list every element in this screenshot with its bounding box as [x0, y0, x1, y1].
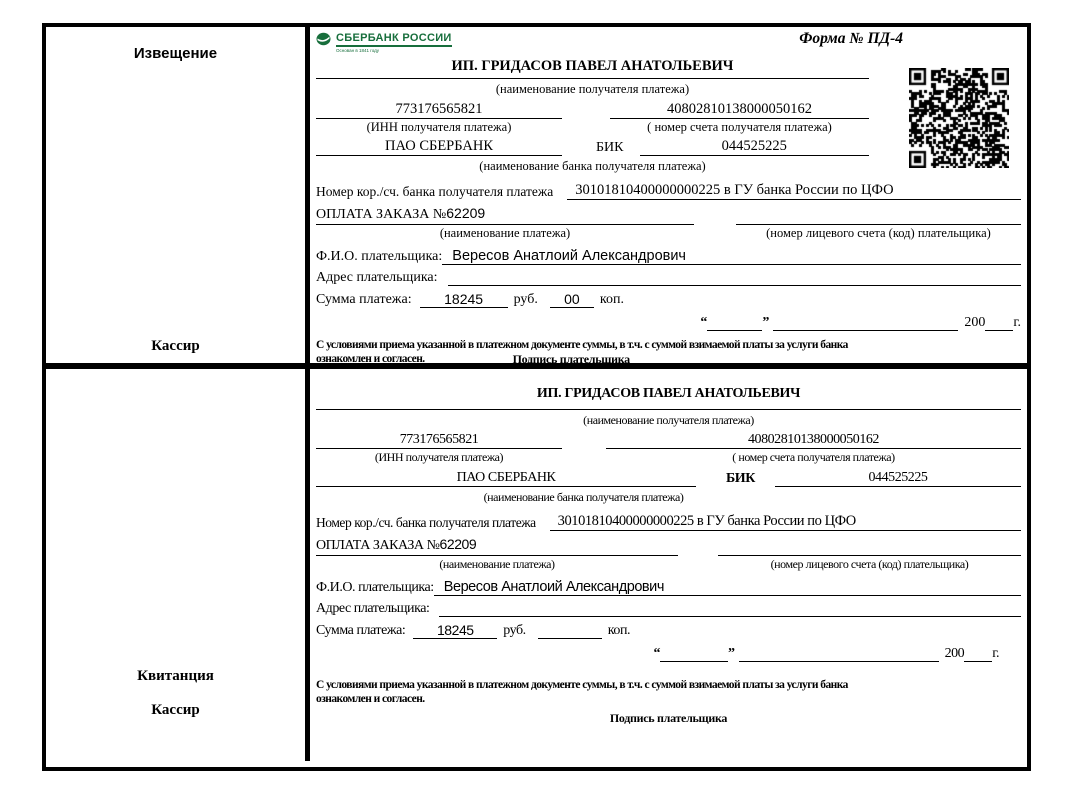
bank-caption: (наименование банка получателя платежа) — [479, 159, 706, 173]
signature-label: Подпись плательщика — [512, 352, 630, 366]
corr-account-label: Номер кор./сч. банка получателя платежа — [316, 515, 536, 530]
payee-caption: (наименование получателя платежа) — [583, 413, 754, 427]
payee-name: ИП. ГРИДАСОВ ПАВЕЛ АНАТОЛЬЕВИЧ — [316, 372, 1021, 410]
year-label: 200 — [964, 315, 986, 330]
account-caption: ( номер счета получателя платежа) — [647, 120, 832, 134]
inn-caption: (ИНН получателя платежа) — [366, 120, 512, 134]
payer-name-value: Вересов Анатлоий Александрович — [442, 248, 1021, 265]
bik-value: 044525225 — [640, 138, 870, 156]
agreement-line1: С условиями приема указанной в платежном документе суммы, в т.ч. с суммой взимаемой платы за услуги банка — [316, 679, 848, 691]
agreement-line2: ознакомлен и согласен. — [316, 353, 425, 365]
inn-value: 773176565821 — [316, 101, 562, 119]
quote-open: “ — [700, 315, 708, 330]
notice-body — [310, 27, 1027, 366]
sberbank-logo-tagline: Основан в 1841 году — [336, 48, 380, 53]
bank-name-value: ПАО СБЕРБАНК — [316, 138, 562, 156]
year-suffix: г. — [1013, 315, 1021, 330]
bank-caption: (наименование банка получателя платежа) — [483, 490, 684, 504]
quote-close: ” — [762, 315, 770, 330]
amount-rub-value: 18245 — [420, 291, 508, 308]
sberbank-logo — [316, 30, 452, 53]
date-month-field — [773, 330, 958, 331]
payer-name-label: Ф.И.О. плательщика: — [316, 580, 434, 595]
order-number: 62209 — [446, 205, 486, 221]
notice-left-column — [46, 27, 310, 363]
date-day-field — [660, 661, 728, 662]
payer-address-label: Адрес плательщика: — [316, 601, 430, 616]
inn-caption: (ИНН получателя платежа) — [374, 450, 504, 464]
quote-open: “ — [653, 646, 661, 661]
sberbank-logo-icon — [316, 32, 331, 47]
payment-name-field — [316, 205, 694, 225]
pd4-payment-form — [42, 23, 1031, 771]
kop-label: коп. — [607, 623, 631, 638]
account-value: 40802810138000050162 — [606, 432, 1021, 449]
personal-account-field — [718, 555, 1021, 556]
payer-name-label: Ф.И.О. плательщика: — [316, 249, 443, 264]
payment-caption: (наименование платежа) — [439, 557, 555, 571]
payer-name-value: Вересов Анатлоий Александрович — [434, 579, 1021, 596]
amount-rub-value: 18245 — [413, 622, 497, 639]
date-month-field — [739, 661, 939, 662]
personal-account-field — [736, 224, 1021, 225]
agreement-text — [316, 338, 976, 366]
agreement-text — [316, 678, 976, 706]
corr-account-value: 30101810400000000225 в ГУ банка России по ЦФО — [567, 182, 1021, 200]
amount-kop-value — [538, 638, 602, 639]
amount-kop-value: 00 — [550, 291, 594, 308]
year-label: 200 — [944, 646, 965, 661]
personal-account-caption: (номер лицевого счета (код) плательщика) — [770, 557, 969, 571]
kop-label: коп. — [599, 292, 624, 307]
order-number: 62209 — [439, 536, 477, 552]
year-field — [964, 661, 992, 662]
corr-account-label: Номер кор./сч. банка получателя платежа — [316, 184, 554, 199]
payer-address-label: Адрес плательщика: — [316, 270, 438, 285]
amount-label: Сумма платежа: — [316, 623, 406, 638]
sberbank-logo-text: СБЕРБАНК РОССИИ — [336, 32, 452, 47]
cashier-label: Кассир — [151, 702, 200, 718]
signature-label: Подпись плательщика — [609, 711, 728, 725]
year-suffix: г. — [992, 646, 999, 661]
rub-label: руб. — [503, 623, 526, 638]
agreement-line2: ознакомлен и согласен. — [316, 693, 425, 705]
inn-value: 773176565821 — [316, 432, 562, 449]
payment-caption: (наименование платежа) — [439, 226, 571, 240]
receipt-label: Квитанция — [137, 668, 214, 684]
payer-address-field — [439, 616, 1021, 617]
payee-caption: (наименование получателя платежа) — [495, 82, 690, 96]
payment-name-field — [316, 536, 678, 556]
notice-section — [46, 27, 1027, 369]
payee-name: ИП. ГРИДАСОВ ПАВЕЛ АНАТОЛЬЕВИЧ — [316, 57, 869, 79]
bik-value: 044525225 — [775, 470, 1021, 487]
personal-account-caption: (номер лицевого счета (код) плательщика) — [766, 226, 991, 240]
quote-close: ” — [728, 646, 735, 661]
cashier-label: Кассир — [151, 338, 200, 354]
payment-prefix: ОПЛАТА ЗАКАЗА № — [316, 538, 440, 553]
bank-name-value: ПАО СБЕРБАНК — [316, 470, 696, 487]
date-row — [316, 639, 999, 662]
rub-label: руб. — [513, 292, 538, 307]
qr-code — [909, 68, 1009, 168]
agreement-line1: С условиями приема указанной в платежном документе суммы, в т.ч. с суммой взимаемой платы за услуги банка — [316, 339, 848, 351]
notice-label: Извещение — [133, 45, 218, 62]
form-title: Форма № ПД-4 — [799, 30, 903, 47]
payer-address-field — [448, 285, 1021, 286]
bik-label: БИК — [596, 140, 624, 155]
corr-account-value: 30101810400000000225 в ГУ банка России по ЦФО — [550, 513, 1021, 531]
receipt-section — [46, 369, 1027, 761]
date-row — [316, 308, 1021, 331]
receipt-body — [310, 369, 1027, 761]
date-day-field — [707, 330, 762, 331]
account-caption: ( номер счета получателя платежа) — [732, 450, 895, 464]
bik-label: БИК — [726, 471, 755, 486]
account-value: 40802810138000050162 — [610, 101, 869, 119]
receipt-left-column — [46, 369, 310, 761]
year-field — [985, 330, 1013, 331]
payment-prefix: ОПЛАТА ЗАКАЗА № — [316, 207, 447, 222]
amount-label: Сумма платежа: — [316, 292, 412, 307]
